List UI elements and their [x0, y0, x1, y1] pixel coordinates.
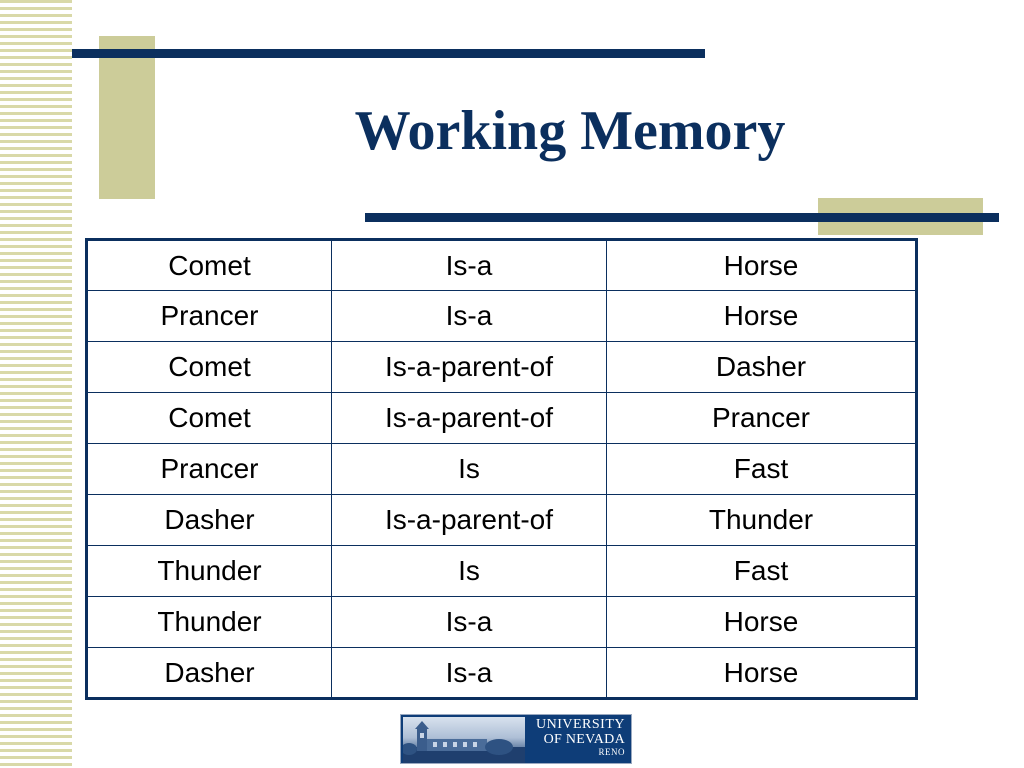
object-cell: Horse — [607, 240, 917, 291]
object-cell: Fast — [607, 546, 917, 597]
working-memory-table — [85, 238, 918, 700]
object-cell: Horse — [607, 291, 917, 342]
table-row — [87, 495, 917, 546]
object-cell: Prancer — [607, 393, 917, 444]
relation-cell: Is-a — [332, 648, 607, 699]
logo-text — [521, 717, 625, 758]
decorative-tan-block-left — [99, 36, 155, 199]
table-row — [87, 546, 917, 597]
logo-line-reno: RENO — [598, 747, 625, 757]
slide-title: Working Memory — [354, 100, 786, 162]
relation-cell: Is-a-parent-of — [332, 342, 607, 393]
logo-line-of-nevada: OF NEVADA — [543, 732, 625, 747]
subject-cell: Comet — [87, 393, 332, 444]
subject-cell: Comet — [87, 240, 332, 291]
university-logo — [400, 714, 632, 764]
decorative-stripes — [0, 0, 72, 768]
table-row — [87, 444, 917, 495]
object-cell: Fast — [607, 444, 917, 495]
logo-line-university: UNIVERSITY — [536, 717, 625, 732]
subject-cell: Comet — [87, 342, 332, 393]
relation-cell: Is-a-parent-of — [332, 495, 607, 546]
table-row — [87, 648, 917, 699]
object-cell: Thunder — [607, 495, 917, 546]
subject-cell: Dasher — [87, 495, 332, 546]
subject-cell: Prancer — [87, 444, 332, 495]
object-cell: Dasher — [607, 342, 917, 393]
relation-cell: Is-a — [332, 597, 607, 648]
relation-cell: Is — [332, 444, 607, 495]
table-row — [87, 393, 917, 444]
table-row — [87, 342, 917, 393]
relation-cell: Is-a — [332, 240, 607, 291]
subject-cell: Dasher — [87, 648, 332, 699]
decorative-bar-top — [72, 49, 705, 58]
subject-cell: Prancer — [87, 291, 332, 342]
table-row — [87, 597, 917, 648]
subject-cell: Thunder — [87, 546, 332, 597]
decorative-bar-bottom — [365, 213, 999, 222]
campus-building-icon — [403, 717, 525, 763]
table-row — [87, 291, 917, 342]
object-cell: Horse — [607, 597, 917, 648]
relation-cell: Is-a — [332, 291, 607, 342]
table-row — [87, 240, 917, 291]
relation-cell: Is-a-parent-of — [332, 393, 607, 444]
subject-cell: Thunder — [87, 597, 332, 648]
object-cell: Horse — [607, 648, 917, 699]
relation-cell: Is — [332, 546, 607, 597]
